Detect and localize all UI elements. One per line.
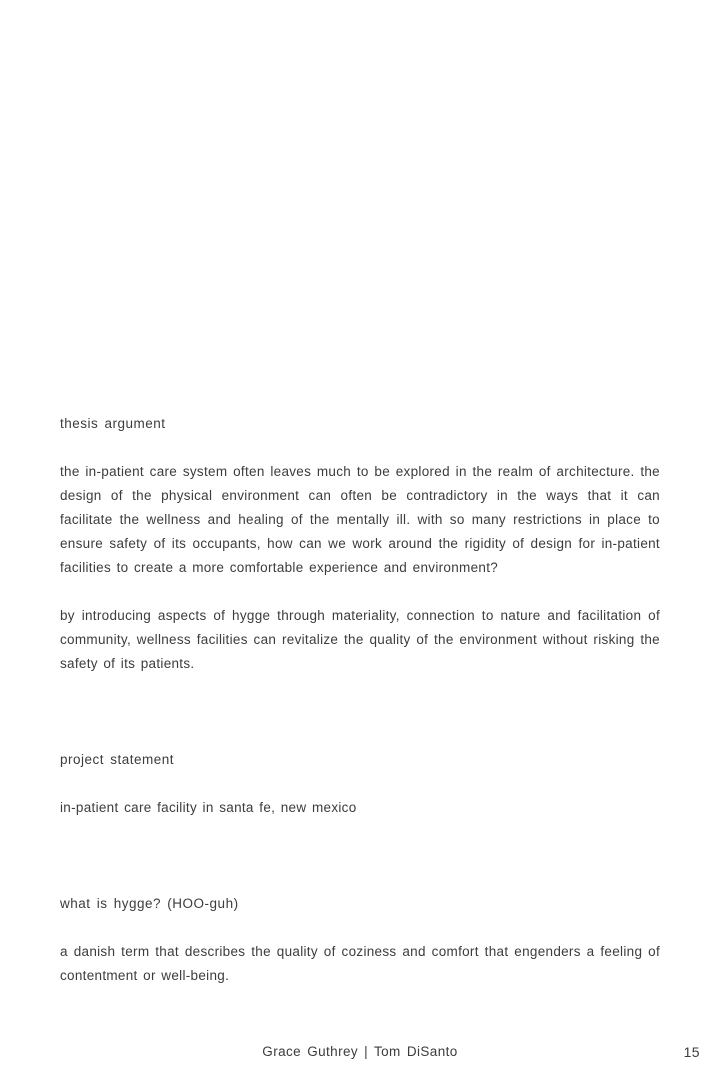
thesis-argument-heading: thesis argument: [60, 416, 166, 431]
hygge-definition-heading: what is hygge? (HOO-guh): [60, 896, 239, 911]
spacer: [60, 772, 660, 796]
spacer: [60, 820, 660, 892]
page-footer: [0, 1044, 720, 1066]
spacer: [60, 580, 660, 604]
spacer: [60, 436, 660, 460]
spacer: [60, 676, 660, 748]
project-statement-heading: project statement: [60, 752, 175, 767]
hygge-definition-paragraph: a danish term that describes the quality of coziness and comfort that engenders a feeling of contentment or well-being.: [60, 944, 660, 983]
footer-authors: Grace Guthrey | Tom DiSanto: [262, 1044, 458, 1059]
page-number: 15: [683, 1044, 700, 1060]
spacer: [60, 916, 660, 940]
thesis-argument-paragraph-1: the in-patient care system often leaves much to be explored in the realm of architecture. the design of the physical environment can often be contradictory in the ways that it can facilitate the wellness and healing of the mentally ill. with so many restrictions in place to ensure safety of its occupants, how can we work around the rigidity of design for in-patient facilities to create a more comfortable experience and environment?: [60, 464, 660, 575]
thesis-argument-paragraph-2: by introducing aspects of hygge through materiality, connection to nature and facilitation of community, wellness facilities can revitalize the quality of the environment without risking the safety of its patients.: [60, 608, 660, 671]
page-content: [60, 412, 660, 988]
project-statement-paragraph: in-patient care facility in santa fe, new mexico: [60, 800, 357, 815]
